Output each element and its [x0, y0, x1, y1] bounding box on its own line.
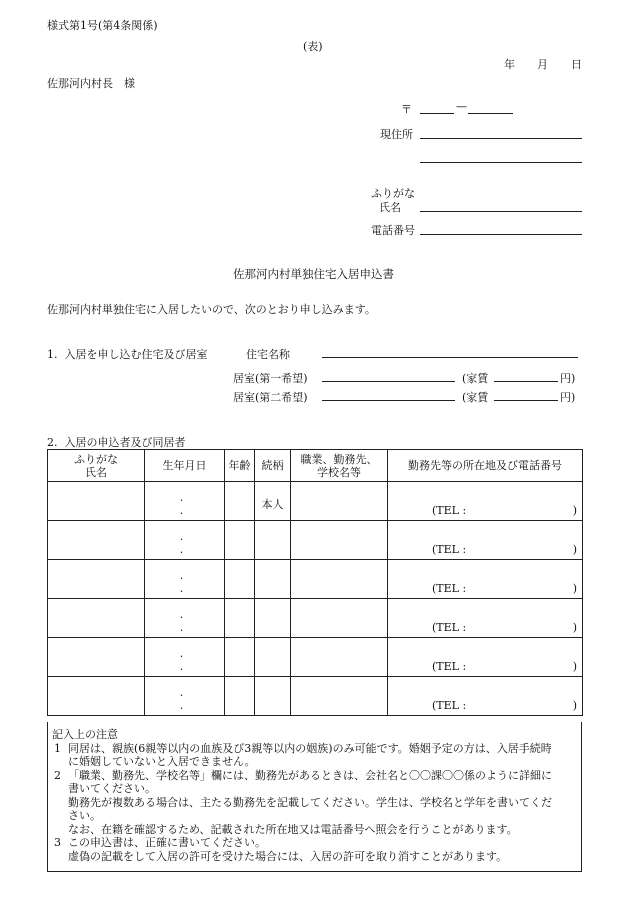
room-first-choice-label: 居室(第一希望) [233, 372, 308, 385]
note-line: さい。 [68, 809, 101, 822]
age-cell[interactable] [225, 521, 255, 560]
notes-heading: 記入上の注意 [52, 728, 118, 741]
form-side-label: (表) [303, 40, 323, 53]
document-title: 佐那河内村単独住宅入居申込書 [233, 267, 394, 281]
table-header-row [48, 450, 583, 482]
tel-label: (TEL : [432, 660, 467, 673]
contact-cell[interactable] [388, 560, 583, 599]
table-row [48, 677, 583, 716]
occupation-cell[interactable] [291, 521, 388, 560]
rent-first-close: 円) [560, 372, 576, 385]
note-line: 「職業、勤務先、学校名等」欄には、勤務先があるときは、会社名と〇〇課〇〇係のように詳細に [68, 768, 552, 782]
age-cell[interactable] [225, 599, 255, 638]
date-dots: . . [179, 569, 206, 595]
tel-close: ) [572, 582, 577, 595]
col-relation-header: 続柄 [255, 450, 291, 482]
rent-second-close: 円) [560, 391, 576, 404]
contact-cell[interactable] [388, 677, 583, 716]
postal-mark: 〒 [401, 103, 412, 116]
note-line: に婚姻していないと入居できません。 [68, 755, 256, 768]
tel-close: ) [572, 699, 577, 712]
tel-close: ) [572, 504, 577, 517]
note-line: 同居は、親族(6親等以内の血族及び3親等以内の姻族)のみ可能です。婚姻予定の方は、入居手続時 [68, 741, 552, 755]
section2-heading: 2. 入居の申込者及び同居者 [47, 436, 186, 449]
intro-text: 佐那河内村単独住宅に入居したいので、次のとおり申し込みます。 [47, 303, 376, 316]
phone-label: 電話番号 [371, 224, 415, 237]
relation-cell[interactable] [255, 560, 291, 599]
age-cell[interactable] [225, 560, 255, 599]
table-row [48, 482, 583, 521]
rent-first-field[interactable] [494, 381, 558, 382]
contact-cell[interactable] [388, 482, 583, 521]
relation-cell[interactable] [255, 599, 291, 638]
birth-cell[interactable] [145, 560, 225, 599]
contact-cell[interactable] [388, 599, 583, 638]
note-item [52, 769, 577, 837]
date-day-label: 日 [571, 58, 582, 71]
note-line: 書いてください。 [68, 782, 156, 795]
room-second-choice-label: 居室(第二希望) [233, 391, 308, 404]
table-row [48, 521, 583, 560]
postal-code-first-field[interactable] [420, 113, 454, 114]
name-cell[interactable] [48, 599, 145, 638]
address-label: 現住所 [380, 128, 413, 141]
postal-dash: — [456, 100, 467, 113]
tel-close: ) [572, 621, 577, 634]
date-month-label: 月 [537, 58, 548, 71]
tel-label: (TEL : [432, 504, 467, 517]
tel-close: ) [572, 660, 577, 673]
tel-label: (TEL : [432, 699, 467, 712]
date-dots: . . [179, 530, 206, 556]
birth-cell[interactable] [145, 482, 225, 521]
col-birth-header: 生年月日 [145, 450, 225, 482]
residents-table [47, 449, 583, 716]
note-line: 勤務先が複数ある場合は、主たる勤務先を記載してください。学生は、学校名と学年を書いてくだ [68, 795, 552, 809]
note-text [64, 769, 577, 837]
relation-cell[interactable] [255, 521, 291, 560]
note-number: 3 [54, 836, 61, 849]
note-item [52, 836, 577, 863]
name-cell[interactable] [48, 482, 145, 521]
phone-field[interactable] [420, 234, 582, 235]
rent-first-open: (家賃 [462, 372, 489, 385]
birth-cell[interactable] [145, 638, 225, 677]
date-dots: . . [179, 491, 206, 517]
relation-self: 本人 [261, 498, 284, 511]
relation-cell[interactable] [255, 677, 291, 716]
tel-label: (TEL : [432, 543, 467, 556]
col-occupation-header [291, 450, 388, 482]
date-dots: . . [179, 686, 206, 712]
contact-cell[interactable] [388, 521, 583, 560]
col-name-label: 氏名 [85, 465, 107, 479]
birth-cell[interactable] [145, 521, 225, 560]
tel-label: (TEL : [432, 582, 467, 595]
postal-code-second-field[interactable] [468, 113, 513, 114]
furigana-label: ふりがな [371, 187, 415, 200]
room-second-choice-field[interactable] [322, 400, 455, 401]
contact-cell[interactable] [388, 638, 583, 677]
table-body [48, 482, 583, 716]
note-text [64, 836, 577, 863]
section1-heading: 1. 入居を申し込む住宅及び居室 [47, 348, 208, 361]
table-row [48, 599, 583, 638]
col-name-header [48, 450, 145, 482]
occupation-cell[interactable] [291, 638, 388, 677]
col-name-furigana: ふりがな [74, 452, 118, 466]
age-cell[interactable] [225, 677, 255, 716]
note-line: なお、在籍を確認するため、記載された所在地又は電話番号へ照会を行うことがあります。 [68, 822, 518, 836]
form-number: 様式第1号(第4条関係) [47, 19, 158, 32]
table-row [48, 638, 583, 677]
house-name-label: 住宅名称 [246, 348, 290, 361]
rent-second-open: (家賃 [462, 391, 489, 404]
rent-second-field[interactable] [494, 400, 558, 401]
col-contact-header: 勤務先等の所在地及び電話番号 [388, 450, 583, 482]
note-line: 虚偽の記載をして入居の許可を受けた場合には、入居の許可を取り消すことがあります。 [68, 849, 508, 863]
occupation-cell[interactable] [291, 677, 388, 716]
address-field-line2[interactable] [420, 162, 582, 163]
relation-cell[interactable] [255, 638, 291, 677]
house-name-field[interactable] [322, 357, 578, 358]
occupation-cell[interactable] [291, 482, 388, 521]
date-year-label: 年 [504, 58, 515, 71]
note-number: 1 [54, 741, 61, 755]
date-dots: . . [179, 608, 206, 634]
age-cell[interactable] [225, 638, 255, 677]
name-cell[interactable] [48, 638, 145, 677]
col-occupation-line2: 学校名等 [317, 465, 361, 479]
occupation-cell[interactable] [291, 599, 388, 638]
age-cell[interactable] [225, 482, 255, 521]
note-line: この申込書は、正確に書いてください。 [68, 836, 266, 849]
addressee: 佐那河内村長 様 [47, 77, 135, 90]
col-age-header: 年齢 [225, 450, 255, 482]
name-label: 氏名 [379, 201, 401, 214]
col-occupation-line1: 職業、勤務先、 [300, 452, 378, 466]
tel-label: (TEL : [432, 621, 467, 634]
tel-close: ) [572, 543, 577, 556]
relation-cell [255, 482, 291, 521]
birth-cell[interactable] [145, 599, 225, 638]
note-text [64, 742, 577, 769]
address-field-line1[interactable] [420, 138, 582, 139]
name-field[interactable] [420, 211, 582, 212]
birth-cell[interactable] [145, 677, 225, 716]
notes-box [47, 722, 582, 872]
note-number: 2 [54, 768, 61, 782]
name-cell[interactable] [48, 677, 145, 716]
room-first-choice-field[interactable] [322, 381, 455, 382]
note-item [52, 742, 577, 769]
name-cell[interactable] [48, 560, 145, 599]
date-dots: . . [179, 647, 206, 673]
name-cell[interactable] [48, 521, 145, 560]
table-row [48, 560, 583, 599]
occupation-cell[interactable] [291, 560, 388, 599]
